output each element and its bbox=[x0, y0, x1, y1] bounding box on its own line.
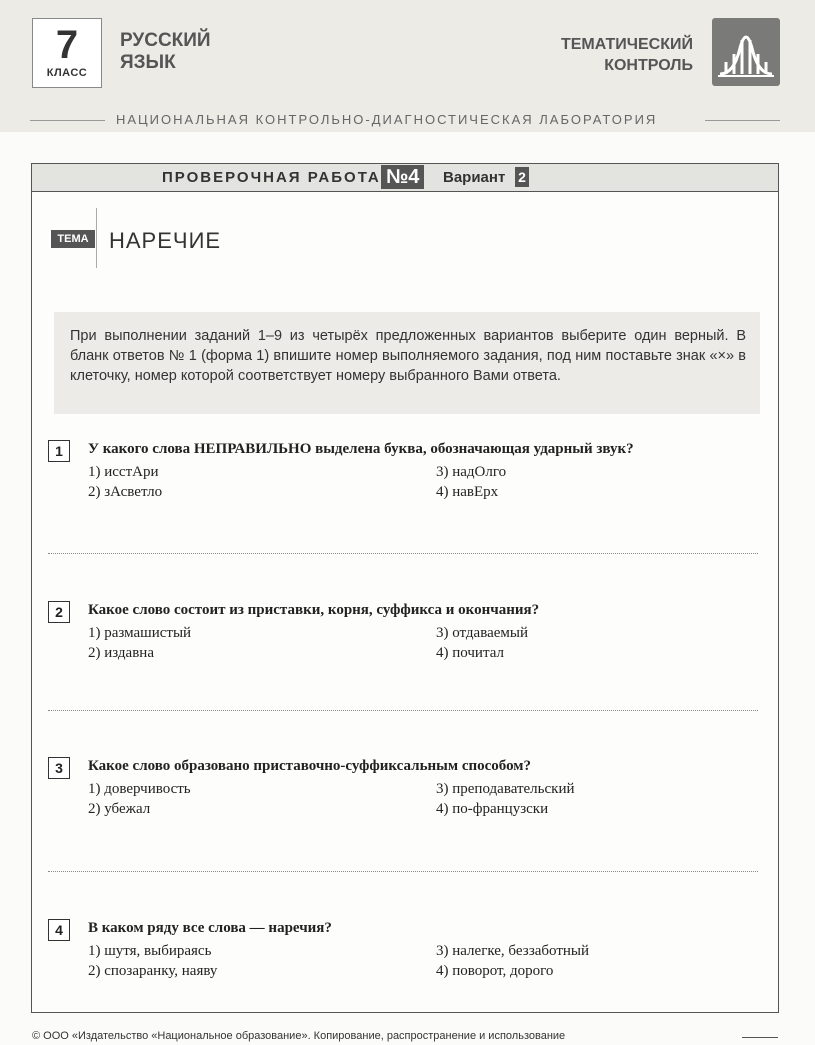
task-number: 3 bbox=[48, 757, 70, 779]
theme-title: НАРЕЧИЕ bbox=[109, 228, 222, 253]
grade-label: КЛАСС bbox=[46, 67, 88, 79]
task-option: 2) зАсветло bbox=[88, 484, 163, 500]
control-line-2: КОНТРОЛЬ bbox=[604, 57, 693, 74]
task-question: В каком ряду все слова — наречия? bbox=[88, 920, 332, 936]
instructions-box bbox=[54, 312, 760, 414]
task-number: 2 bbox=[48, 601, 70, 623]
task-option: 1) размашистый bbox=[88, 625, 192, 641]
lab-banner bbox=[30, 108, 780, 134]
control-line-1: ТЕМАТИЧЕСКИЙ bbox=[560, 36, 693, 53]
worksheet-frame bbox=[31, 163, 779, 1013]
subject-title bbox=[120, 30, 260, 74]
task-option: 3) налегке, беззаботный bbox=[436, 943, 590, 959]
instructions-text: При выполнении заданий 1–9 из четырёх предложенных вариантов выберите один верный. В бланк ответов № 1 (форма 1) впишите номер выполняемого задания, под ним поставьте знак «×» в клеточку, номер которой соответствует номеру выбранного Вами ответа. bbox=[70, 328, 746, 384]
lab-rule-right bbox=[705, 120, 780, 121]
theme-tag: ТЕМА bbox=[51, 230, 95, 248]
page-number-rule bbox=[742, 1037, 778, 1038]
lab-name: НАЦИОНАЛЬНАЯ КОНТРОЛЬНО-ДИАГНОСТИЧЕСКАЯ ЛАБОРАТОРИЯ bbox=[116, 112, 658, 127]
task-option: 4) поворот, дорого bbox=[436, 963, 554, 979]
task-number: 1 bbox=[48, 440, 70, 462]
task-question: Какое слово состоит из приставки, корня, суффикса и окончания? bbox=[88, 602, 540, 618]
control-title bbox=[513, 34, 693, 76]
work-title-bar bbox=[32, 164, 778, 192]
task-option: 2) спозаранку, наяву bbox=[88, 963, 218, 979]
work-title: ПРОВЕРОЧНАЯ РАБОТА bbox=[162, 169, 381, 186]
subject-line-2: ЯЗЫК bbox=[120, 52, 176, 73]
grade-number: 7 bbox=[55, 23, 79, 67]
task-option: 4) навЕрх bbox=[436, 484, 499, 500]
task-question: Какое слово образовано приставочно-суффиксальным способом? bbox=[88, 758, 532, 774]
answer-separator bbox=[48, 710, 758, 711]
answer-separator bbox=[48, 871, 758, 872]
page-header bbox=[0, 0, 815, 132]
task-number: 4 bbox=[48, 919, 70, 941]
task-option: 4) почитал bbox=[436, 645, 504, 661]
task-option: 1) исстАри bbox=[88, 464, 159, 480]
variant-label: Вариант bbox=[443, 169, 506, 186]
task-question: У какого слова НЕПРАВИЛЬНО выделена буква, обозначающая ударный звук? bbox=[88, 441, 634, 457]
task-option: 3) преподавательский bbox=[436, 781, 575, 797]
subject-line-1: РУССКИЙ bbox=[120, 30, 211, 51]
task-option: 2) убежал bbox=[88, 801, 151, 817]
task-option: 2) издавна bbox=[88, 645, 154, 661]
answer-separator bbox=[48, 553, 758, 554]
task-option: 1) доверчивость bbox=[88, 781, 191, 797]
lab-logo-icon bbox=[712, 18, 780, 86]
grade-badge bbox=[32, 18, 102, 88]
task-option: 3) отдаваемый bbox=[436, 625, 528, 641]
copyright-footer: © ООО «Издательство «Национальное образование». Копирование, распространение и использование bbox=[32, 1030, 566, 1042]
task-option: 4) по-французски bbox=[436, 801, 549, 817]
task-option: 3) надОлго bbox=[436, 464, 507, 480]
theme-divider bbox=[96, 208, 97, 268]
work-number: №4 bbox=[381, 165, 424, 189]
lab-rule-left bbox=[30, 120, 105, 121]
task-option: 1) шутя, выбираясь bbox=[88, 943, 212, 959]
variant-number: 2 bbox=[515, 167, 529, 187]
